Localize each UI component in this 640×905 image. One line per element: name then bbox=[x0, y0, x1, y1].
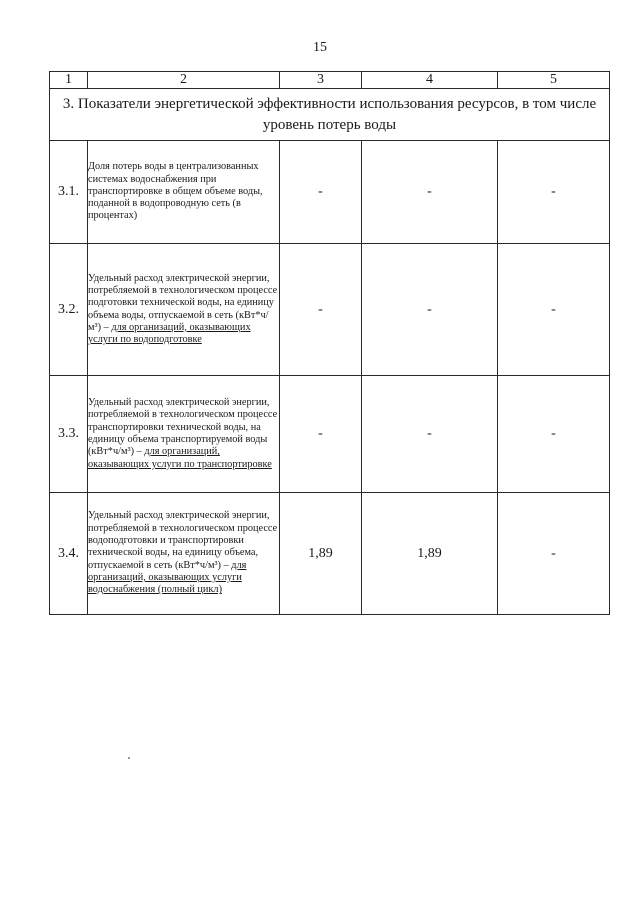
row-number: 3.1. bbox=[50, 141, 88, 244]
description-underlined: для организаций, оказывающих услуги по водоподготовке bbox=[88, 321, 251, 346]
description-text: Удельный расход электрической энергии, потребляемой в технологическом процессе водоподготовки и транспортировки технической воды, на единицу объема, отпускаемой в сеть (кВт*ч/м³) – bbox=[88, 510, 278, 571]
value-col3: - bbox=[280, 376, 362, 493]
scan-speck bbox=[128, 757, 130, 759]
value-col3: 1,89 bbox=[280, 493, 362, 615]
column-number-row bbox=[50, 72, 610, 89]
indicators-table bbox=[49, 71, 610, 615]
row-description bbox=[88, 376, 280, 493]
value-col4: - bbox=[362, 141, 498, 244]
value-col5: - bbox=[498, 376, 610, 493]
description-text: Удельный расход электрической энергии, потребляемой в технологическом процессе подготовки технической воды, на единицу объема воды, отпускаемой в сеть (кВт*ч/м³) – bbox=[88, 272, 278, 333]
column-header: 5 bbox=[498, 72, 610, 89]
table-row bbox=[50, 141, 610, 244]
value-col5: - bbox=[498, 493, 610, 615]
description-text: Удельный расход электрической энергии, потребляемой в технологическом процессе транспортировки технической воды, на единицу объема транспортируемой воды (кВт*ч/м³) – bbox=[88, 397, 278, 458]
value-col4: 1,89 bbox=[362, 493, 498, 615]
value-col3: - bbox=[280, 141, 362, 244]
section-row bbox=[50, 89, 610, 141]
value-col3: - bbox=[280, 244, 362, 376]
row-number: 3.4. bbox=[50, 493, 88, 615]
table-row bbox=[50, 244, 610, 376]
table-row bbox=[50, 376, 610, 493]
row-description bbox=[88, 244, 280, 376]
page-number: 15 bbox=[313, 40, 327, 55]
column-header: 2 bbox=[88, 72, 280, 89]
value-col5: - bbox=[498, 141, 610, 244]
value-col5: - bbox=[498, 244, 610, 376]
row-description bbox=[88, 141, 280, 244]
row-number: 3.3. bbox=[50, 376, 88, 493]
description-text: Доля потерь воды в централизованных системах водоснабжения при транспортировке в общем объеме воды, поданной в водопроводную сеть (в процентах) bbox=[88, 161, 263, 222]
value-col4: - bbox=[362, 244, 498, 376]
table-row bbox=[50, 493, 610, 615]
value-col4: - bbox=[362, 376, 498, 493]
description-underlined: для организаций, оказывающих услуги водоснабжения (полный цикл) bbox=[88, 559, 247, 596]
column-header: 3 bbox=[280, 72, 362, 89]
row-description bbox=[88, 493, 280, 615]
column-header: 4 bbox=[362, 72, 498, 89]
section-title: 3. Показатели энергетической эффективности использования ресурсов, в том числе уровень потерь воды bbox=[50, 89, 610, 141]
description-underlined: для организаций, оказывающих услуги по транспортировке bbox=[88, 446, 272, 470]
row-number: 3.2. bbox=[50, 244, 88, 376]
column-header: 1 bbox=[50, 72, 88, 89]
